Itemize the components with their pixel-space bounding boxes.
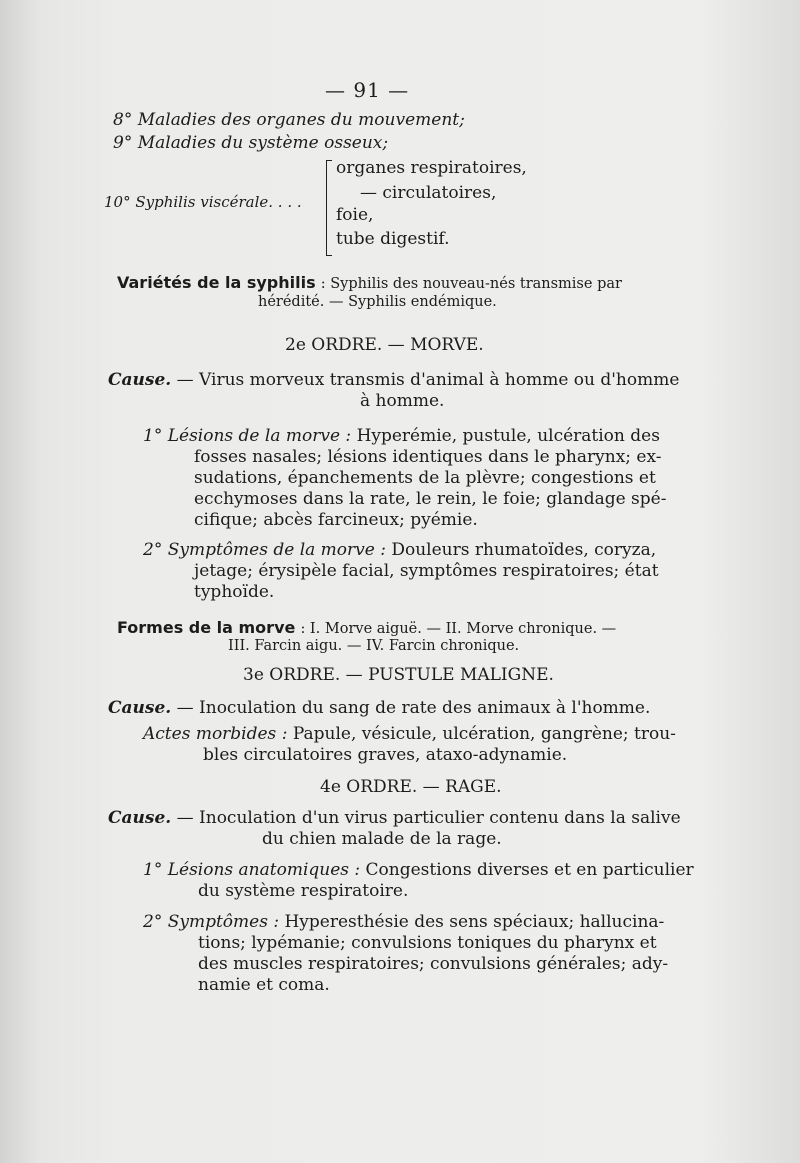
- cause-label: Cause.: [108, 808, 172, 828]
- morve-cause-2: à homme.: [360, 391, 445, 411]
- cause-label: Cause.: [108, 698, 172, 718]
- rage-cause: [108, 808, 681, 828]
- morve-cause: [108, 370, 679, 390]
- formes-text: : I. Morve aiguë. — II. Morve chronique. —: [300, 621, 617, 637]
- morve-lesions: [143, 426, 660, 446]
- symptomes-line: typhoïde.: [194, 582, 275, 602]
- item-8: 8° Maladies des organes du mouvement;: [113, 110, 465, 130]
- varietes-text-2: hérédité. — Syphilis endémique.: [258, 294, 497, 310]
- section-title-pustule: 3e ORDRE. — PUSTULE MALIGNE.: [243, 665, 554, 685]
- pustule-cause: [108, 698, 650, 718]
- cause-text: — Inoculation du sang de rate des animaux à l'homme.: [176, 698, 651, 718]
- symptomes-text: Hyperesthésie des sens spéciaux; hallucina-: [284, 912, 665, 932]
- symptomes-label: 2° Symptômes de la morve :: [143, 540, 386, 560]
- rage-lesions: [143, 860, 694, 880]
- section-title-morve: 2e ORDRE. — MORVE.: [285, 335, 484, 355]
- varietes-text: : Syphilis des nouveau-nés transmise par: [320, 276, 622, 292]
- symptomes-line: tions; lypémanie; convulsions toniques du pharynx et: [198, 933, 657, 953]
- formes-text-2: III. Farcin aigu. — IV. Farcin chronique.: [228, 638, 520, 654]
- varietes-heading: Variétés de la syphilis: [117, 273, 316, 292]
- symptomes-text: Douleurs rhumatoïdes, coryza,: [391, 540, 657, 560]
- cause-text: — Virus morveux transmis d'animal à homme ou d'homme: [176, 370, 680, 390]
- morve-symptomes: [143, 540, 656, 560]
- lesions-line: fosses nasales; lésions identiques dans le pharynx; ex-: [194, 447, 662, 467]
- item-10: 10° Syphilis viscérale. . . .: [104, 193, 302, 211]
- rage-cause-2: du chien malade de la rage.: [262, 829, 502, 849]
- cause-label: Cause.: [108, 370, 172, 390]
- lesions-line: ecchymoses dans la rate, le rein, le foie; glandage spé-: [194, 489, 667, 509]
- lesions-line: cifique; abcès farcineux; pyémie.: [194, 510, 478, 530]
- symptomes-line: des muscles respiratoires; convulsions générales; ady-: [198, 954, 669, 974]
- lesions-label: 1° Lésions de la morve :: [143, 426, 352, 446]
- symptomes-label: 2° Symptômes :: [143, 912, 280, 932]
- lesions-text: Congestions diverses et en particulier: [365, 860, 694, 880]
- rage-symptomes: [143, 912, 664, 932]
- brace-item: organes respiratoires,: [336, 158, 527, 178]
- formes-line: [117, 618, 616, 637]
- brace-item: — circulatoires,: [360, 183, 497, 203]
- formes-heading: Formes de la morve: [117, 618, 296, 637]
- lesions-text: Hyperémie, pustule, ulcération des: [356, 426, 660, 446]
- symptomes-line: jetage; érysipèle facial, symptômes respiratoires; état: [194, 561, 659, 581]
- actes-text: Papule, vésicule, ulcération, gangrène; trou-: [292, 724, 676, 744]
- page-number: — 91 —: [325, 78, 410, 102]
- symptomes-line: namie et coma.: [198, 975, 330, 995]
- varietes-line: [117, 273, 622, 292]
- lesions-line: sudations, épanchements de la plèvre; congestions et: [194, 468, 656, 488]
- cause-text: — Inoculation d'un virus particulier contenu dans la salive: [176, 808, 681, 828]
- pustule-actes: [143, 724, 676, 744]
- brace-item: foie,: [336, 205, 374, 225]
- actes-label: Actes morbides :: [143, 724, 288, 744]
- brace-item: tube digestif.: [336, 229, 450, 249]
- lesions-line: du système respiratoire.: [198, 881, 409, 901]
- actes-line: bles circulatoires graves, ataxo-adynamie.: [203, 745, 568, 765]
- item-9: 9° Maladies du système osseux;: [113, 133, 389, 153]
- section-title-rage: 4e ORDRE. — RAGE.: [320, 777, 502, 797]
- lesions-label: 1° Lésions anatomiques :: [143, 860, 361, 880]
